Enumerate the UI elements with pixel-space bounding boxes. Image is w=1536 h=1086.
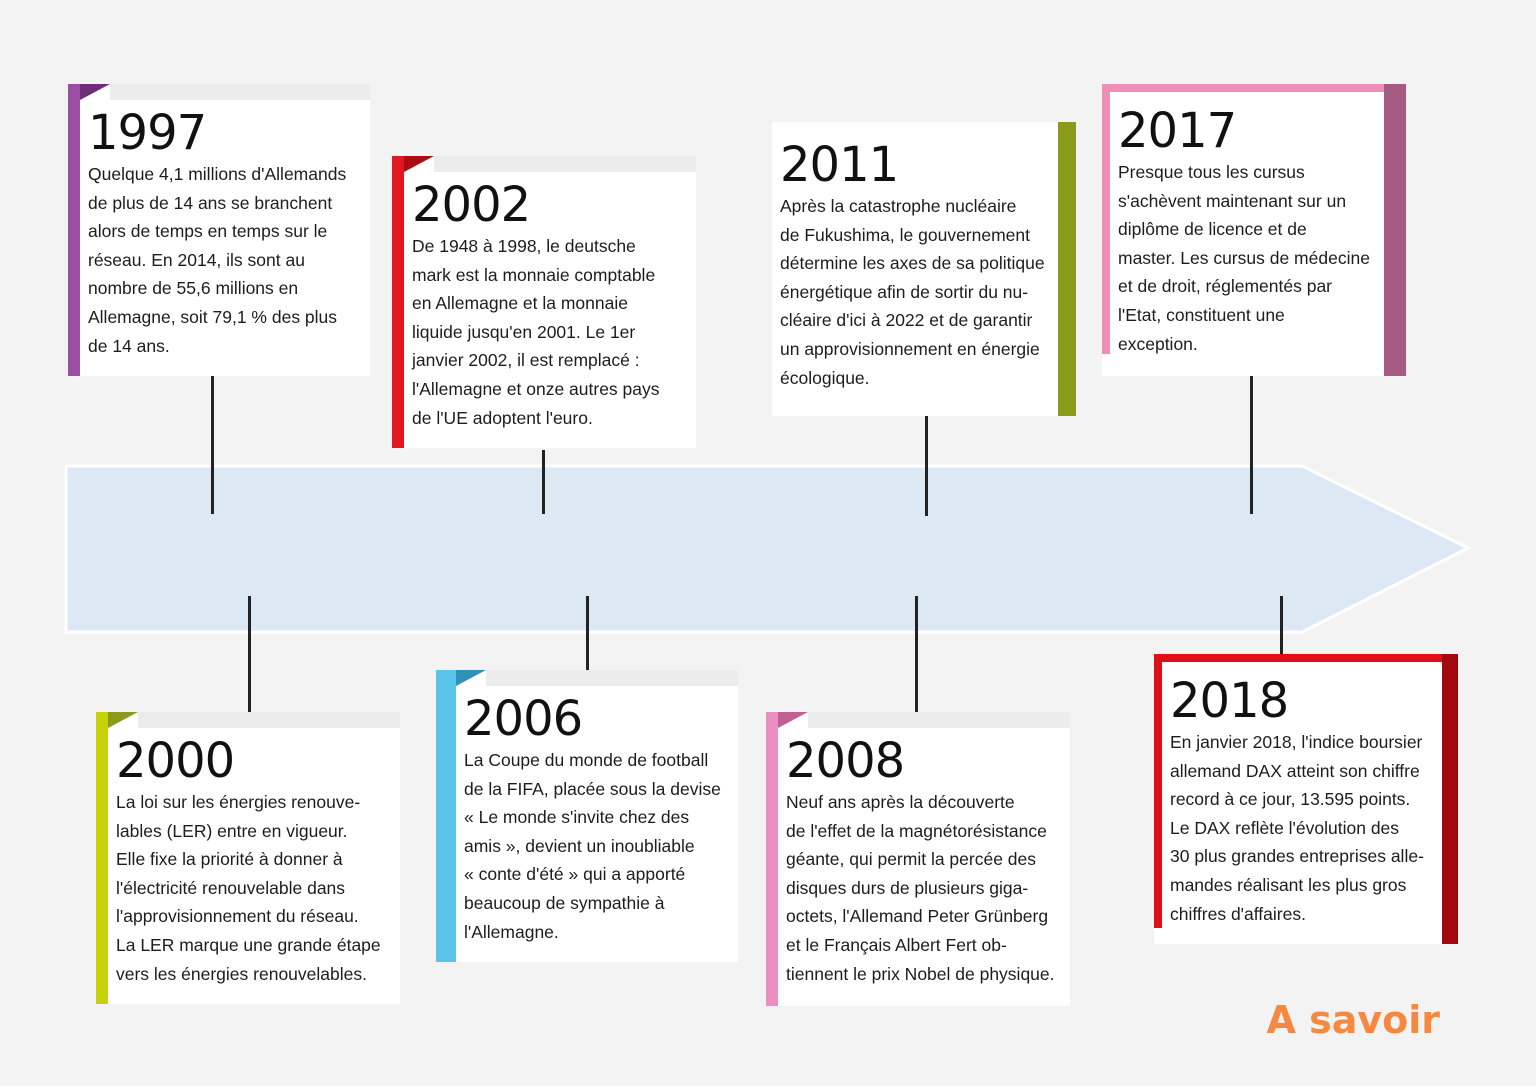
card-top-edge bbox=[808, 712, 1070, 728]
event-card-2018 bbox=[1154, 654, 1458, 944]
accent-bar bbox=[392, 156, 404, 448]
card-body bbox=[108, 728, 400, 1004]
event-card-2002 bbox=[392, 156, 696, 448]
event-year: 2018 bbox=[1170, 673, 1289, 729]
accent-cap bbox=[108, 712, 138, 728]
connector-2011 bbox=[925, 416, 928, 516]
event-description: En janvier 2018, l'indice boursier allemand DAX atteint son chiffre record à ce jour, 13.595 points. Le DAX reflète l'évolution des 30 plus grandes entreprises alle- mandes réalisant les plus gros chiffres d'affaires. bbox=[1170, 732, 1424, 924]
accent-bar bbox=[766, 712, 778, 1006]
connector-2018 bbox=[1280, 596, 1283, 654]
accent-side bbox=[1384, 84, 1406, 376]
accent-bar bbox=[1154, 654, 1162, 928]
event-year: 2000 bbox=[116, 733, 235, 789]
event-year: 2002 bbox=[412, 177, 531, 233]
event-year: 2011 bbox=[780, 137, 899, 193]
connector-2000 bbox=[248, 596, 251, 712]
event-card-2017 bbox=[1102, 84, 1406, 376]
brand-label: A savoir bbox=[1266, 998, 1440, 1042]
card-body bbox=[772, 132, 1058, 416]
accent-cap bbox=[80, 84, 110, 100]
accent-cap bbox=[778, 712, 808, 728]
event-description: La Coupe du monde de football de la FIFA, placée sous la devise « Le monde s'invite chez des amis », devient un inoubliable « conte d'été » qui a apporté beaucoup de sympathie à l'Allemagne. bbox=[464, 750, 721, 942]
accent-bar bbox=[436, 670, 456, 962]
event-description: Presque tous les cursus s'achèvent maintenant sur un diplôme de licence et de master. Les cursus de médecine et de droit, réglementés par l'Etat, constituent une exception. bbox=[1118, 162, 1370, 354]
card-body bbox=[80, 100, 370, 376]
card-top-edge bbox=[486, 670, 738, 686]
card-top-edge bbox=[110, 84, 370, 100]
connector-2008 bbox=[915, 596, 918, 712]
event-year: 2006 bbox=[464, 691, 583, 747]
event-card-2008 bbox=[766, 712, 1070, 1006]
event-year: 2008 bbox=[786, 733, 905, 789]
accent-bar bbox=[96, 712, 108, 1004]
accent-bar bbox=[1058, 122, 1076, 416]
accent-cap bbox=[404, 156, 434, 172]
event-description: Après la catastrophe nucléaire de Fukushima, le gouvernement détermine les axes de sa politique énergétique afin de sortir du nu- cléaire d'ici à 2022 et de garantir un approvisionnement en énergie écologique. bbox=[780, 196, 1045, 388]
card-body bbox=[778, 728, 1070, 1006]
accent-top bbox=[1154, 654, 1442, 662]
event-description: La loi sur les énergies renouve- lables (LER) entre en vigueur. Elle fixe la priorité à donner à l'électricité renouvelable dans l'approvisionnement du réseau. La LER marque une grande étape vers les énergies renouvelables. bbox=[116, 792, 381, 984]
accent-top bbox=[1102, 84, 1384, 92]
event-description: De 1948 à 1998, le deutsche mark est la monnaie comptable en Allemagne et la monnaie liquide jusqu'en 2001. Le 1er janvier 2002, il est remplacé : l'Allemagne et onze autres pays de l'UE adoptent l'euro. bbox=[412, 236, 660, 428]
timeline-arrow-shape bbox=[66, 466, 1468, 632]
event-description: Neuf ans après la découverte de l'effet de la magnétorésistance géante, qui permit la percée des disques durs de plusieurs giga- octets, l'Allemand Peter Grünberg et le Français Albert Fert ob- tiennent le prix Nobel de physique. bbox=[786, 792, 1055, 984]
card-body bbox=[1110, 98, 1384, 376]
accent-cap bbox=[456, 670, 486, 686]
card-body bbox=[456, 686, 738, 962]
accent-bar bbox=[68, 84, 80, 376]
card-body bbox=[404, 172, 696, 448]
event-description: Quelque 4,1 millions d'Allemands de plus de 14 ans se branchent alors de temps en temps sur le réseau. En 2014, ils sont au nombre de 55,6 millions en Allemagne, soit 79,1 % des plus de 14 ans. bbox=[88, 164, 347, 356]
connector-2006 bbox=[586, 596, 589, 670]
connector-1997 bbox=[211, 376, 214, 514]
card-top-edge bbox=[138, 712, 400, 728]
event-year: 2017 bbox=[1118, 103, 1237, 159]
card-top-edge bbox=[434, 156, 696, 172]
event-year: 1997 bbox=[88, 105, 207, 161]
accent-side bbox=[1442, 654, 1458, 944]
connector-2002 bbox=[542, 450, 545, 514]
event-card-1997 bbox=[68, 84, 370, 376]
event-card-2000 bbox=[96, 712, 400, 1004]
event-card-2006 bbox=[436, 670, 738, 962]
connector-2017 bbox=[1250, 376, 1253, 514]
event-card-2011 bbox=[772, 122, 1076, 416]
card-body bbox=[1162, 668, 1442, 944]
accent-bar bbox=[1102, 84, 1110, 354]
